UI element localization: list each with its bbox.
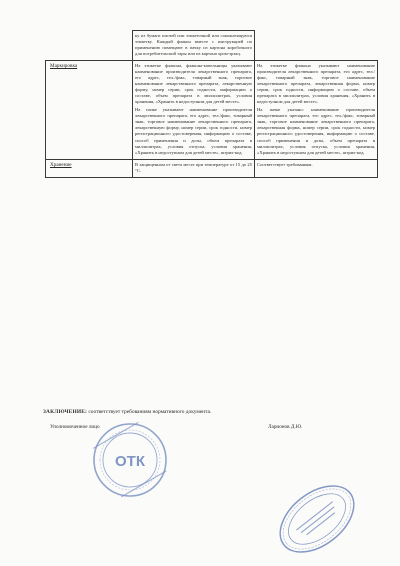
table-cell-storage-result xyxy=(255,160,378,178)
conclusion-line xyxy=(43,409,211,415)
row-label-storage xyxy=(46,160,133,178)
packaging-text: ку из бумаги писчей или этикеточной или самоклеящуюся этикетку. Каждый флакон вместе с инструкцией по применению помещают в пачку из картона коробочного для потребительской тары или из картона хром-эрзац. xyxy=(135,32,252,56)
signer-role: Уполномоченное лицо xyxy=(50,424,100,430)
table-cell-packaging-requirement xyxy=(133,31,255,61)
marking-result-label-text: На этикетке флакона указывают наименование производителя лекарственного препарата, его адрес, тел./факс, товарный знак, торговое наименование лекарственного препарата, лекарственная форма, номер серии, срок годности, информацию о составе, объем препарата в миллилитрах, условия хранения, «Хранить в недоступном для детей месте». xyxy=(257,62,375,105)
table-cell-marking-result xyxy=(255,61,378,160)
table-row-packaging-continued xyxy=(46,31,378,61)
marking-requirement-box-text: На пачке указывают наименование производителя лекарственного препарата, его адрес, тел./факс, товарный знак, торговое наименование лекарственного препарата, лекарственную форму, номер серии, срок годности, номер регистрационного удостоверения, информацию о составе, способ применения и дозы, объем препарата в миллилитрах, условия отпуска, условия хранения, «Хранить в недоступном для детей месте», штрих-код. xyxy=(135,107,252,155)
storage-label: Хранение xyxy=(50,161,72,168)
marking-result-box-text: На пачке указано: наименование производителя лекарственного препарата, его адрес, тел./факс, товарный знак, торговое наименование лекарственного препарата, лекарственная форма, номер серии, срок годности, номер регистрационного удостоверения, информацию о составе, способ применения и дозы, объем препарата в миллилитрах, условия отпуска, условия хранения, «Хранить в недоступном для детей месте», штрих-код. xyxy=(257,107,375,155)
table-cell-empty xyxy=(46,31,133,61)
conclusion-heading: ЗАКЛЮЧЕНИЕ: xyxy=(43,409,88,415)
factory-seal-icon xyxy=(272,484,362,554)
otk-stamp-icon xyxy=(90,420,170,500)
table-cell-empty xyxy=(255,31,378,61)
marking-label: Маркировка xyxy=(50,62,78,69)
table-row-marking xyxy=(46,61,378,160)
table-cell-storage-requirement xyxy=(133,160,255,178)
storage-requirement-text: В защищенном от света месте при температуре от 15 до 25 °С. xyxy=(135,161,252,173)
table-cell-marking-requirement xyxy=(133,61,255,160)
signer-name: Ларионов Д.Ю. xyxy=(268,424,303,430)
conclusion-text: соответствует требованиям нормативного документа. xyxy=(87,409,212,415)
storage-result-text: Соответствует требованиям. xyxy=(257,161,313,167)
marking-requirement-label-text: На этикетке флакона, флакона-капельницы указывают наименование производителя лекарственного препарата, его адрес, тел./факс, товарный знак, торговое наименование лекарственного препарата, лекарственную форму, номер серии, срок годности, информацию о составе, объем препарата в миллилитрах, условия хранения, «Хранить в недоступном для детей месте». xyxy=(135,62,252,105)
specification-table xyxy=(45,30,378,178)
table-row-storage xyxy=(46,160,378,178)
stamp-center-text: ОТК xyxy=(115,453,145,470)
row-label-marking xyxy=(46,61,133,160)
